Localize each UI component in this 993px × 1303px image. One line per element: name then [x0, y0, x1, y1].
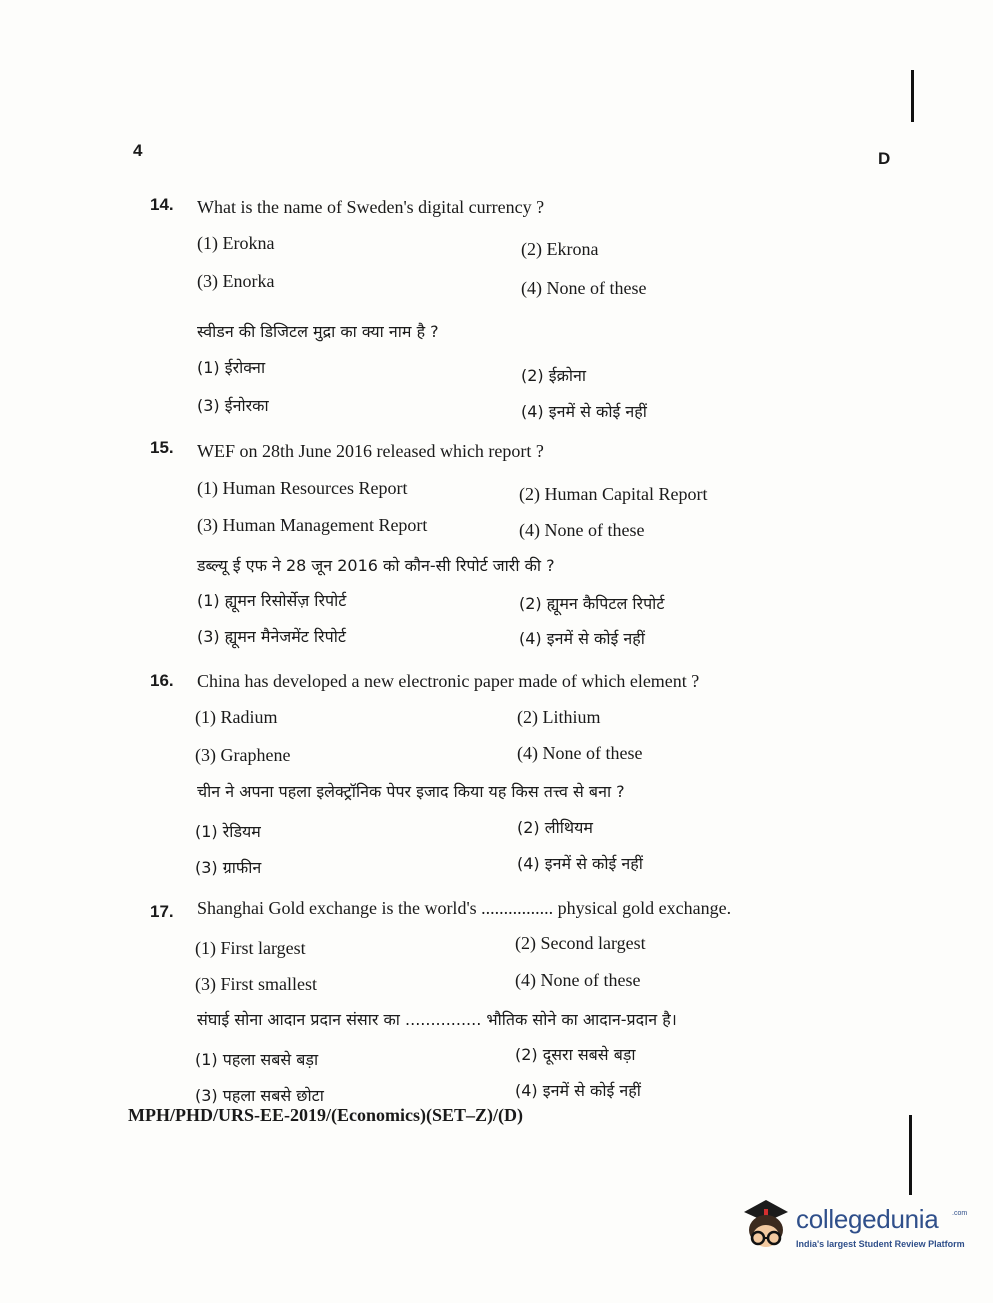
option-1-hi: (1) ह्यूमन रिसोर्सेज़ रिपोर्ट — [197, 591, 347, 610]
option-3-en: (3) First smallest — [195, 974, 317, 994]
question-number: 16. — [150, 671, 174, 690]
option-3-en: (3) Graphene — [195, 745, 291, 765]
option-3-hi: (3) ग्राफीन — [195, 858, 262, 877]
question-text-hi: डब्ल्यू ई एफ ने 28 जून 2016 को कौन-सी रिपोर्ट जारी की ? — [197, 556, 555, 575]
option-3-en: (3) Enorka — [197, 271, 275, 291]
option-3-hi: (3) ईनोरका — [197, 396, 269, 415]
option-4-hi: (4) इनमें से कोई नहीं — [515, 1081, 641, 1100]
option-2-hi: (2) ईक्रोना — [521, 366, 587, 385]
option-1-hi: (1) पहला सबसे बड़ा — [195, 1050, 319, 1069]
option-4-en: (4) None of these — [517, 743, 643, 763]
question-number: 15. — [150, 438, 174, 457]
option-3-hi: (3) पहला सबसे छोटा — [195, 1086, 324, 1105]
option-2-en: (2) Second largest — [515, 933, 646, 953]
question-text-en: WEF on 28th June 2016 released which report ? — [197, 441, 544, 461]
logo-wordmark: collegedunia — [796, 1204, 939, 1234]
option-2-hi: (2) ह्यूमन कैपिटल रिपोर्ट — [519, 594, 665, 613]
option-2-en: (2) Lithium — [517, 707, 601, 727]
option-4-en: (4) None of these — [515, 970, 641, 990]
option-1-hi: (1) रेडियम — [195, 822, 261, 841]
option-4-hi: (4) इनमें से कोई नहीं — [517, 854, 643, 873]
option-3-hi: (3) ह्यूमन मैनेजमेंट रिपोर्ट — [197, 627, 346, 646]
question-text-en: What is the name of Sweden's digital currency ? — [197, 197, 545, 217]
question-text-hi: स्वीडन की डिजिटल मुद्रा का क्या नाम है ? — [197, 322, 439, 341]
question-number: 14. — [150, 195, 174, 214]
margin-line-bottom — [909, 1115, 912, 1195]
collegedunia-logo — [738, 1198, 968, 1258]
option-1-en: (1) First largest — [195, 938, 306, 958]
option-2-hi: (2) दूसरा सबसे बड़ा — [515, 1045, 636, 1064]
logo-tagline: India's largest Student Review Platform — [796, 1239, 965, 1249]
option-2-hi: (2) लीथियम — [517, 818, 593, 837]
set-code: D — [878, 149, 891, 168]
option-1-en: (1) Human Resources Report — [197, 478, 408, 498]
option-4-en: (4) None of these — [521, 278, 647, 298]
option-4-hi: (4) इनमें से कोई नहीं — [521, 402, 647, 421]
exam-code: MPH/PHD/URS-EE-2019/(Economics)(SET–Z)/(D) — [128, 1105, 523, 1125]
option-1-en: (1) Radium — [195, 707, 278, 727]
option-3-en: (3) Human Management Report — [197, 515, 428, 535]
question-text-en: China has developed a new electronic paper made of which element ? — [197, 671, 700, 691]
option-4-en: (4) None of these — [519, 520, 645, 540]
question-text-hi: चीन ने अपना पहला इलेक्ट्रॉनिक पेपर इजाद किया यह किस तत्त्व से बना ? — [197, 782, 625, 801]
logo-domain: .com — [952, 1210, 968, 1217]
question-text-hi: संघाई सोना आदान प्रदान संसार का ............... भौतिक सोने का आदान-प्रदान है। — [197, 1010, 677, 1029]
option-1-en: (1) Erokna — [197, 233, 275, 253]
option-2-en: (2) Ekrona — [521, 239, 599, 259]
option-2-en: (2) Human Capital Report — [519, 484, 708, 504]
question-number: 17. — [150, 902, 174, 921]
option-4-hi: (4) इनमें से कोई नहीं — [519, 629, 645, 648]
mascot-icon — [738, 1198, 794, 1258]
option-1-hi: (1) ईरोक्ना — [197, 358, 266, 377]
margin-line-top — [911, 70, 914, 122]
page-number: 4 — [133, 141, 143, 160]
question-text-en: Shanghai Gold exchange is the world's ................ physical gold exchange. — [197, 898, 732, 918]
